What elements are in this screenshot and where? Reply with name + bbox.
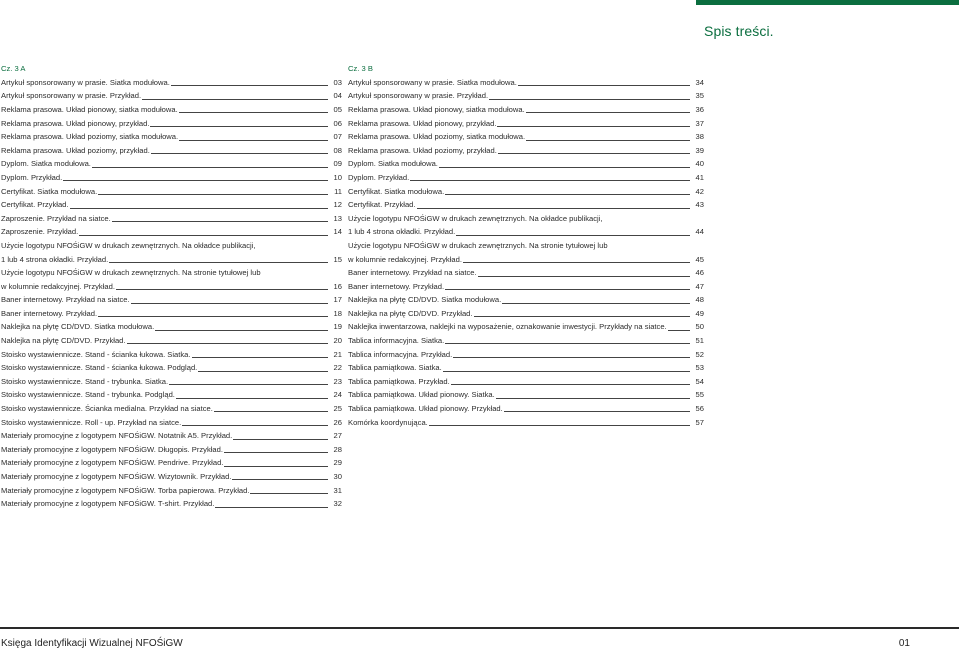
toc-entry-row	[1, 388, 342, 402]
toc-entry-row	[348, 334, 704, 348]
toc-entry-title: Naklejka na płytę CD/DVD. Siatka modułowa.	[348, 295, 502, 305]
toc-entry-row	[1, 280, 342, 294]
toc-entry[interactable]	[1, 416, 342, 430]
toc-entry-row	[348, 171, 704, 185]
toc-entry[interactable]	[1, 388, 342, 402]
toc-list-part-a	[1, 76, 342, 511]
toc-leader-line	[224, 452, 328, 453]
toc-entry-row	[1, 89, 342, 103]
toc-entry[interactable]	[1, 198, 342, 212]
toc-entry-row	[1, 198, 342, 212]
toc-leader-line	[439, 167, 690, 168]
toc-entry-row	[1, 307, 342, 321]
toc-page-number: 51	[695, 336, 704, 346]
toc-entry-row	[1, 361, 342, 375]
toc-entry-title: Tablica informacyjna. Przykład.	[348, 349, 453, 359]
toc-entry[interactable]	[1, 103, 342, 117]
toc-entry-title: Reklama prasowa. Układ pionowy, przykład.	[1, 118, 150, 128]
toc-entry-row	[1, 484, 342, 498]
toc-entry[interactable]	[348, 144, 704, 158]
toc-leader-line	[445, 194, 690, 195]
toc-entry-title: Stoisko wystawiennicze. Stand - trybunka. Siatka.	[1, 376, 169, 386]
toc-entry-title-line: Użycie logotypu NFOŚiGW w drukach zewnętrznych. Na okładce publikacji,	[348, 213, 603, 223]
toc-leader-line	[445, 289, 690, 290]
toc-entry-title: Stoisko wystawiennicze. Stand - trybunka. Podgląd.	[1, 390, 175, 400]
toc-leader-line	[456, 235, 690, 236]
toc-column-part-a	[1, 62, 342, 511]
toc-entry-title-line: Użycie logotypu NFOŚiGW w drukach zewnętrznych. Na stronie tytułowej lub	[1, 268, 261, 278]
toc-entry-title: Certyfikat. Siatka modułowa.	[348, 186, 445, 196]
toc-entry[interactable]	[1, 375, 342, 389]
toc-entry[interactable]	[1, 484, 342, 498]
toc-entry-title: Reklama prasowa. Układ poziomy, siatka modułowa.	[1, 132, 179, 142]
toc-page-number: 43	[695, 200, 704, 210]
toc-leader-line	[98, 194, 328, 195]
toc-entry[interactable]	[1, 470, 342, 484]
toc-entry-title: Stoisko wystawiennicze. Roll - up. Przykład na siatce.	[1, 417, 182, 427]
toc-leader-line	[498, 153, 690, 154]
toc-entry-title: Artykuł sponsorowany w prasie. Przykład.	[1, 91, 142, 101]
toc-entry[interactable]	[348, 117, 704, 131]
toc-page-number: 22	[333, 363, 342, 373]
toc-leader-line	[451, 384, 690, 385]
toc-entry-row	[348, 76, 704, 90]
toc-entry[interactable]	[348, 388, 704, 402]
toc-leader-line	[150, 126, 328, 127]
toc-entry-row	[1, 144, 342, 158]
toc-entry-title: Materiały promocyjne z logotypem NFOŚiGW. Torba papierowa. Przykład.	[1, 485, 250, 495]
toc-leader-line	[443, 371, 690, 372]
toc-leader-line	[98, 316, 328, 317]
toc-entry-title: Reklama prasowa. Układ poziomy, przykład.	[1, 145, 150, 155]
toc-leader-line	[116, 289, 328, 290]
toc-entry-title: Materiały promocyjne z logotypem NFOŚiGW. Notatnik A5. Przykład.	[1, 431, 233, 441]
toc-leader-line	[417, 208, 690, 209]
toc-entry-row	[1, 320, 342, 334]
toc-entry-row	[348, 402, 704, 416]
toc-page-number: 32	[333, 499, 342, 509]
toc-leader-line	[668, 330, 690, 331]
toc-entry-row	[348, 144, 704, 158]
toc-entry-row	[348, 89, 704, 103]
toc-entry-title: Reklama prasowa. Układ pionowy, siatka modułowa.	[1, 104, 178, 114]
toc-entry-row	[1, 416, 342, 430]
toc-entry[interactable]	[348, 280, 704, 294]
toc-leader-line	[250, 493, 328, 494]
toc-entry[interactable]	[1, 293, 342, 307]
toc-entry[interactable]	[1, 429, 342, 443]
toc-page-number: 15	[333, 254, 342, 264]
toc-entry-title: Naklejka na płytę CD/DVD. Siatka modułowa.	[1, 322, 155, 332]
toc-leader-line	[179, 112, 328, 113]
toc-entry-row	[348, 130, 704, 144]
toc-leader-line	[215, 507, 328, 508]
toc-entry[interactable]	[348, 89, 704, 103]
toc-entry-title: Naklejka inwentarzowa, naklejki na wyposażenie, oznakowanie inwestycji. Przykłady na siatce.	[348, 322, 667, 332]
toc-entry-title: w kolumnie redakcyjnej. Przykład.	[1, 281, 115, 291]
toc-leader-line	[233, 439, 328, 440]
toc-leader-line	[92, 167, 328, 168]
toc-leader-line	[176, 398, 328, 399]
toc-leader-line	[79, 235, 328, 236]
toc-entry-row	[348, 225, 704, 239]
toc-page-number: 47	[695, 281, 704, 291]
toc-leader-line	[504, 411, 690, 412]
toc-page-number: 07	[333, 132, 342, 142]
toc-entry-title-line: Użycie logotypu NFOŚiGW w drukach zewnętrznych. Na okładce publikacji,	[1, 240, 256, 250]
toc-entry-title: Certyfikat. Przykład.	[348, 200, 416, 210]
toc-entry-title: Certyfikat. Siatka modułowa.	[1, 186, 98, 196]
toc-entry[interactable]	[1, 348, 342, 362]
toc-entry-row	[1, 470, 342, 484]
toc-entry[interactable]	[1, 212, 342, 226]
toc-page-number: 11	[334, 186, 342, 196]
toc-entry[interactable]	[348, 334, 704, 348]
toc-page-number: 42	[695, 186, 704, 196]
toc-entry-title: Tablica informacyjna. Siatka.	[348, 336, 445, 346]
toc-entry[interactable]	[1, 157, 342, 171]
toc-page-number: 12	[333, 200, 342, 210]
toc-page-number: 46	[695, 268, 704, 278]
toc-entry-title: Artykuł sponsorowany w prasie. Siatka modułowa.	[348, 77, 517, 87]
toc-page-number: 13	[333, 213, 342, 223]
toc-entry-title: Reklama prasowa. Układ pionowy, siatka modułowa.	[348, 104, 525, 114]
toc-entry-title: Dyplom. Siatka modułowa.	[348, 159, 438, 169]
toc-entry[interactable]	[348, 361, 704, 375]
section-header-part-b: Cz. 3 B	[348, 64, 373, 73]
toc-page-number: 21	[333, 349, 342, 359]
toc-entry-row	[348, 280, 704, 294]
toc-leader-line	[169, 384, 328, 385]
toc-page-number: 20	[333, 336, 342, 346]
toc-entry-row	[1, 334, 342, 348]
toc-entry-title: Tablica pamiątkowa. Układ pionowy. Siatka.	[348, 390, 495, 400]
toc-entry-title: Reklama prasowa. Układ pionowy, przykład.	[348, 118, 497, 128]
toc-leader-line	[70, 208, 328, 209]
toc-leader-line	[463, 262, 690, 263]
toc-entry-title: Dyplom. Siatka modułowa.	[1, 159, 91, 169]
toc-column-part-b	[348, 62, 704, 429]
toc-leader-line	[224, 466, 328, 467]
toc-entry-row	[348, 293, 704, 307]
toc-entry[interactable]	[348, 320, 704, 334]
toc-page-number: 39	[695, 145, 704, 155]
toc-entry-title: Reklama prasowa. Układ poziomy, siatka modułowa.	[348, 132, 526, 142]
toc-entry-title: Zaproszenie. Przykład.	[1, 227, 79, 237]
toc-page-number: 36	[695, 104, 704, 114]
toc-entry-title: Naklejka na płytę CD/DVD. Przykład.	[1, 336, 126, 346]
toc-page-number: 03	[333, 77, 342, 87]
toc-entry-title-line: Użycie logotypu NFOŚiGW w drukach zewnętrznych. Na stronie tytułowej lub	[348, 240, 608, 250]
footer-divider	[0, 627, 959, 629]
toc-entry-title: Dyplom. Przykład.	[1, 172, 63, 182]
toc-entry-title: Baner internetowy. Przykład na siatce.	[348, 268, 477, 278]
toc-page-number: 10	[333, 172, 342, 182]
toc-leader-line	[453, 357, 690, 358]
toc-entry[interactable]	[348, 416, 704, 430]
toc-entry-title: Tablica pamiątkowa. Układ pionowy. Przykład.	[348, 404, 503, 414]
toc-page-number: 29	[333, 458, 342, 468]
toc-leader-line	[142, 99, 328, 100]
toc-leader-line	[445, 343, 690, 344]
toc-entry-row	[1, 185, 342, 199]
toc-leader-line	[179, 140, 328, 141]
toc-entry-row	[348, 348, 704, 362]
toc-page-number: 26	[333, 417, 342, 427]
toc-entry-title: Stoisko wystawiennicze. Stand - ścianka łukowa. Siatka.	[1, 349, 191, 359]
toc-page-number: 14	[333, 227, 342, 237]
toc-entry-row	[348, 185, 704, 199]
toc-leader-line	[151, 153, 328, 154]
toc-entry-row	[1, 429, 342, 443]
toc-entry[interactable]	[348, 212, 704, 239]
toc-entry-title: 1 lub 4 strona okładki. Przykład.	[348, 227, 456, 237]
toc-page-number: 40	[695, 159, 704, 169]
toc-entry[interactable]	[1, 144, 342, 158]
toc-leader-line	[497, 126, 690, 127]
toc-page-number: 44	[695, 227, 704, 237]
toc-entry[interactable]	[348, 307, 704, 321]
toc-entry[interactable]	[348, 348, 704, 362]
toc-entry-title: w kolumnie redakcyjnej. Przykład.	[348, 254, 462, 264]
toc-entry-title: Materiały promocyjne z logotypem NFOŚiGW. Długopis. Przykład.	[1, 444, 223, 454]
toc-page-number: 27	[333, 431, 342, 441]
toc-leader-line	[127, 343, 329, 344]
toc-page-number: 09	[333, 159, 342, 169]
toc-entry[interactable]	[348, 103, 704, 117]
toc-page-number: 17	[333, 295, 342, 305]
toc-leader-line	[429, 425, 690, 426]
toc-leader-line	[198, 371, 328, 372]
toc-page-number: 45	[695, 254, 704, 264]
toc-entry-row	[348, 253, 704, 267]
toc-entry-row	[348, 320, 704, 334]
toc-page-number: 24	[333, 390, 342, 400]
toc-leader-line	[474, 316, 691, 317]
toc-entry-title: 1 lub 4 strona okładki. Przykład.	[1, 254, 109, 264]
toc-entry-title: Reklama prasowa. Układ poziomy, przykład.	[348, 145, 497, 155]
toc-entry[interactable]	[1, 171, 342, 185]
toc-entry[interactable]	[348, 239, 704, 266]
toc-entry-title: Komórka koordynująca.	[348, 417, 428, 427]
toc-leader-line	[526, 112, 690, 113]
toc-entry-row	[1, 253, 342, 267]
toc-page-number: 52	[695, 349, 704, 359]
toc-entry[interactable]	[1, 89, 342, 103]
toc-entry[interactable]	[348, 375, 704, 389]
toc-entry-title: Stoisko wystawiennicze. Stand - ścianka łukowa. Podgląd.	[1, 363, 198, 373]
toc-entry[interactable]	[1, 266, 342, 293]
toc-page-number: 30	[333, 472, 342, 481]
toc-entry-row	[1, 348, 342, 362]
section-header-part-a: Cz. 3 A	[1, 64, 26, 73]
toc-entry-title: Zaproszenie. Przykład na siatce.	[1, 213, 111, 223]
toc-entry-title: Tablica pamiątkowa. Przykład.	[348, 376, 450, 386]
toc-entry[interactable]	[1, 497, 342, 511]
toc-entry-row	[1, 117, 342, 131]
toc-page-number: 41	[695, 172, 704, 182]
toc-entry-row	[1, 157, 342, 171]
toc-entry-title: Tablica pamiątkowa. Siatka.	[348, 363, 442, 373]
toc-entry-row	[1, 402, 342, 416]
toc-entry-title: Baner internetowy. Przykład.	[1, 308, 98, 318]
toc-entry[interactable]	[348, 171, 704, 185]
toc-entry[interactable]	[348, 185, 704, 199]
toc-leader-line	[518, 85, 690, 86]
footer-page-number: 01	[898, 638, 910, 649]
page-title: Spis treści.	[704, 23, 774, 39]
toc-entry[interactable]	[1, 117, 342, 131]
toc-entry-row	[1, 171, 342, 185]
toc-entry-title: Naklejka na płytę CD/DVD. Przykład.	[348, 308, 473, 318]
toc-page-number: 34	[695, 77, 704, 87]
toc-entry[interactable]	[348, 266, 704, 280]
toc-leader-line	[171, 85, 328, 86]
toc-page-number: 50	[695, 322, 704, 332]
toc-entry-row	[1, 130, 342, 144]
toc-entry-row	[1, 456, 342, 470]
toc-page-number: 16	[333, 281, 342, 291]
toc-page-number: 18	[333, 308, 342, 318]
toc-page-number: 08	[333, 145, 342, 155]
toc-entry-row	[348, 157, 704, 171]
toc-entry-row	[348, 361, 704, 375]
toc-entry-row	[348, 198, 704, 212]
toc-entry-title: Artykuł sponsorowany w prasie. Przykład.	[348, 91, 489, 101]
toc-page-number: 53	[695, 363, 704, 373]
toc-leader-line	[63, 180, 328, 181]
toc-entry[interactable]	[1, 307, 342, 321]
toc-leader-line	[410, 180, 690, 181]
toc-leader-line	[182, 425, 328, 426]
toc-entry[interactable]	[1, 320, 342, 334]
toc-entry-row	[348, 307, 704, 321]
toc-entry[interactable]	[1, 225, 342, 239]
toc-entry-title: Baner internetowy. Przykład.	[348, 281, 445, 291]
toc-entry-row	[348, 416, 704, 430]
toc-entry-title: Stoisko wystawiennicze. Ścianka medialna. Przykład na siatce.	[1, 404, 213, 414]
toc-entry-row	[1, 225, 342, 239]
toc-entry[interactable]	[348, 402, 704, 416]
toc-entry-row	[348, 103, 704, 117]
toc-leader-line	[192, 357, 328, 358]
toc-entry[interactable]	[348, 130, 704, 144]
toc-entry-row	[348, 388, 704, 402]
toc-entry-row	[1, 103, 342, 117]
toc-entry[interactable]	[348, 293, 704, 307]
toc-page-number: 55	[695, 390, 704, 400]
toc-entry[interactable]	[1, 361, 342, 375]
toc-page-number: 48	[695, 295, 704, 305]
toc-entry-title: Dyplom. Przykład.	[348, 172, 410, 182]
toc-entry[interactable]	[348, 198, 704, 212]
toc-entry-title: Artykuł sponsorowany w prasie. Siatka modułowa.	[1, 77, 170, 87]
top-accent-bar	[696, 0, 959, 5]
toc-page-number: 35	[695, 91, 704, 101]
toc-entry[interactable]	[348, 76, 704, 90]
toc-entry[interactable]	[1, 402, 342, 416]
toc-leader-line	[155, 330, 328, 331]
toc-entry[interactable]	[1, 76, 342, 90]
toc-entry-row	[1, 212, 342, 226]
toc-leader-line	[112, 221, 328, 222]
toc-entry-title: Materiały promocyjne z logotypem NFOŚiGW. Pendrive. Przykład.	[1, 458, 224, 468]
toc-page-number: 49	[695, 308, 704, 318]
toc-entry[interactable]	[1, 239, 342, 266]
toc-leader-line	[214, 411, 328, 412]
toc-leader-line	[526, 140, 690, 141]
toc-leader-line	[478, 276, 690, 277]
toc-entry-row	[1, 76, 342, 90]
toc-page-number: 05	[333, 104, 342, 114]
toc-leader-line	[489, 99, 690, 100]
toc-list-part-b	[348, 76, 704, 429]
toc-page-number: 56	[695, 404, 704, 414]
toc-leader-line	[232, 479, 328, 480]
toc-entry[interactable]	[1, 130, 342, 144]
toc-page-number: 06	[333, 118, 342, 128]
toc-page-number: 57	[695, 417, 704, 427]
toc-entry-row	[348, 266, 704, 280]
toc-entry-row	[348, 375, 704, 389]
toc-page-number: 37	[695, 118, 704, 128]
toc-leader-line	[502, 303, 690, 304]
toc-entry-row	[1, 497, 342, 511]
toc-page-number: 04	[333, 91, 342, 101]
toc-entry[interactable]	[1, 185, 342, 199]
toc-page-number: 25	[333, 404, 342, 414]
toc-page-number: 31	[333, 485, 342, 495]
toc-page-number: 23	[333, 376, 342, 386]
toc-page-number: 28	[333, 444, 342, 454]
toc-entry-title: Baner internetowy. Przykład na siatce.	[1, 295, 130, 305]
toc-entry[interactable]	[1, 334, 342, 348]
toc-leader-line	[109, 262, 328, 263]
toc-entry[interactable]	[1, 443, 342, 457]
toc-entry-row	[348, 117, 704, 131]
toc-page-number: 38	[695, 132, 704, 142]
toc-leader-line	[496, 398, 690, 399]
toc-entry-row	[1, 293, 342, 307]
toc-entry-title: Certyfikat. Przykład.	[1, 200, 69, 210]
toc-entry[interactable]	[348, 157, 704, 171]
toc-entry-row	[1, 443, 342, 457]
toc-entry-row	[1, 375, 342, 389]
toc-entry-title: Materiały promocyjne z logotypem NFOŚiGW. Wizytownik. Przykład.	[1, 472, 232, 481]
toc-entry-title: Materiały promocyjne z logotypem NFOŚiGW. T-shirt. Przykład.	[1, 499, 215, 509]
toc-page-number: 54	[695, 376, 704, 386]
toc-leader-line	[131, 303, 328, 304]
toc-entry[interactable]	[1, 456, 342, 470]
footer-document-name: Księga Identyfikacji Wizualnej NFOŚiGW	[1, 638, 183, 649]
toc-page-number: 19	[333, 322, 342, 332]
